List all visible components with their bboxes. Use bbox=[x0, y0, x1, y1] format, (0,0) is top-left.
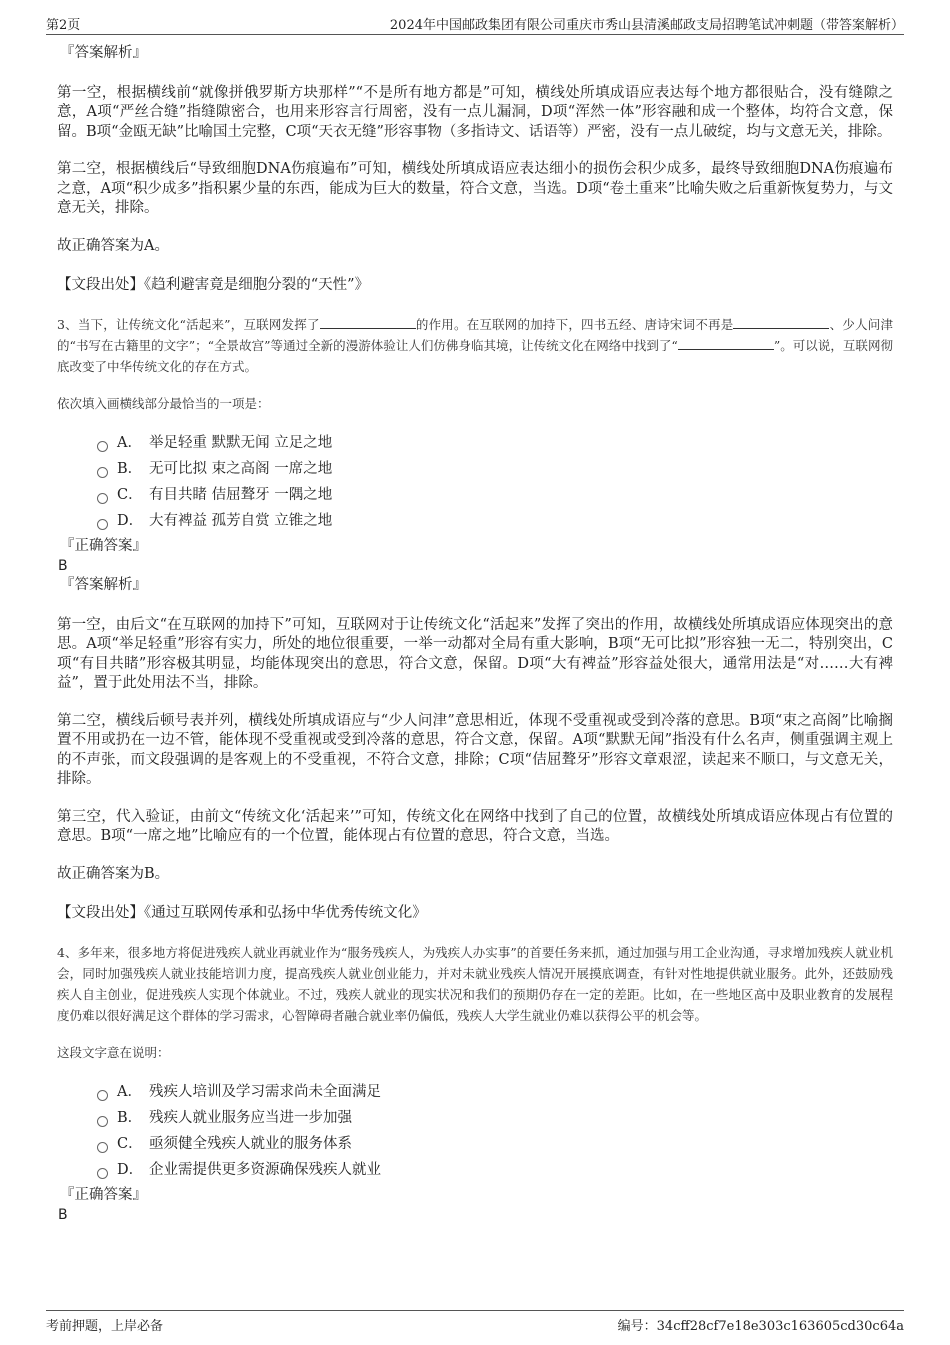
option-d[interactable]: D． 大有裨益 孤芳自赏 立锥之地 bbox=[97, 509, 893, 535]
option-c[interactable]: C． 亟须健全残疾人就业的服务体系 bbox=[97, 1132, 893, 1158]
page-header bbox=[46, 12, 904, 35]
fill-blank bbox=[733, 316, 829, 329]
conclusion: 故正确答案为B。 bbox=[57, 865, 170, 882]
question-3-prompt: 依次填入画横线部分最恰当的一项是： bbox=[57, 395, 270, 411]
radio-icon[interactable] bbox=[97, 1090, 108, 1101]
radio-icon[interactable] bbox=[97, 1168, 108, 1179]
option-a[interactable]: A． 举足轻重 默默无闻 立足之地 bbox=[97, 431, 893, 457]
question-4-text: 4、多年来，很多地方将促进残疾人就业再就业作为“服务残疾人，为残疾人办实事”的首要任务来抓，通过加强与用工企业沟通，寻求增加残疾人就业机会，同时加强残疾人就业技能培训力度，提高残疾人就业创业能力，并对未就业残疾人情况开展摸底调查，有针对性地提供就业服务。此外，还鼓励残疾人自主创业，促进残疾人实现个体就业。不过，残疾人就业的现实状况和我们的预期仍存在一定的差距。比如，在一些地区高中及职业教育的发展程度仍难以很好满足这个群体的学习需求，心智障碍者融合就业率仍偏低，残疾人大学生就业仍难以获得公平的机会等。 bbox=[57, 944, 893, 1023]
analysis-paragraph: 第一空，根据横线前“就像拼俄罗斯方块那样”“不是所有地方都是”可知，横线处所填成语应表达每个地方都很贴合，没有缝隙之意，A项“严丝合缝”指缝隙密合，也用来形容言行周密，没有一点儿漏洞，D项“浑然一体”形容融和成一个整体，均符合文意，保留。B项“金瓯无缺”比喻国土完整，C项“天衣无缝”形容事物（多指诗文、话语等）严密，没有一点儿破绽，均与文意无关，排除。 bbox=[57, 84, 893, 140]
radio-icon[interactable] bbox=[97, 467, 108, 478]
option-b[interactable]: B． 无可比拟 束之高阁 一席之地 bbox=[97, 457, 893, 483]
fill-blank bbox=[320, 316, 416, 329]
analysis-paragraph: 第二空，横线后顿号表并列，横线处所填成语应与“少人问津”意思相近，体现不受重视或受到冷落的意思。B项“束之高阁”比喻搁置不用或扔在一边不管，能体现不受重视或受到冷落的意思，符合文意，保留。A项“默默无闻”指没有什么名声，侧重强调主观上的不声张，而文段强调的是客观上的不受重视，不符合文意，排除；C项“佶屈聱牙”形容文章艰涩，读起来不顺口，与文意无关，排除。 bbox=[57, 712, 893, 787]
fill-blank bbox=[678, 337, 774, 350]
page-number: 第2页 bbox=[46, 18, 81, 33]
analysis-label: 『答案解析』 bbox=[60, 577, 147, 593]
option-d[interactable]: D． 企业需提供更多资源确保残疾人就业 bbox=[97, 1158, 893, 1184]
option-b[interactable]: B． 残疾人就业服务应当进一步加强 bbox=[97, 1106, 893, 1132]
radio-icon[interactable] bbox=[97, 519, 108, 530]
analysis-paragraph: 第一空，由后文“在互联网的加持下”可知，互联网对于让传统文化“活起来”发挥了突出的作用，故横线处所填成语应体现突出的意思。A项“举足轻重”形容有实力，所处的地位很重要，一举一动都对全局有重大影响，B项“无可比拟”形容独一无二，特别突出，C项“有目共睹”形容极其明显，均能体现突出的意思，符合文意，保留。D项“大有裨益”形容益处很大，通常用法是“对……大有裨益”，置于此处用法不当，排除。 bbox=[57, 616, 893, 691]
document-title: 2024年中国邮政集团有限公司重庆市秀山县清溪邮政支局招聘笔试冲刺题（带答案解析） bbox=[389, 18, 904, 33]
correct-answer-label: 『正确答案』 bbox=[60, 1187, 147, 1203]
question-3-text: 3、当下，让传统文化“活起来”，互联网发挥了 的作用。在互联网的加持下，四书五经、唐诗宋词不再是 、少人问津的“书写在古籍里的文字”；“全景故宫”等通过全新的漫游体验让人们仿佛身临其境，让传统文化在网络中找到了“ ”。可以说，互联网彻底改变了中华传统文化的存在方式。 bbox=[57, 316, 893, 374]
question-4-prompt: 这段文字意在说明： bbox=[57, 1044, 170, 1060]
footer-slogan: 考前押题，上岸必备 bbox=[46, 1319, 164, 1334]
analysis-paragraph: 第三空，代入验证，由前文“传统文化‘活起来’”可知，传统文化在网络中找到了自己的位置，故横线处所填成语应体现占有位置的意思。B项“一席之地”比喻应有的一个位置，能体现占有位置的意思，符合文意，当选。 bbox=[57, 808, 893, 844]
radio-icon[interactable] bbox=[97, 493, 108, 504]
document-body bbox=[57, 44, 893, 1225]
analysis-label: 『答案解析』 bbox=[60, 45, 147, 61]
analysis-paragraph: 第二空，根据横线后“导致细胞DNA伤痕遍布”可知，横线处所填成语应表达细小的损伤会积少成多，最终导致细胞DNA伤痕遍布之意，A项“积少成多”指积累少量的东西，能成为巨大的数量，符合文意，当选。D项“卷土重来”比喻失败之后重新恢复势力，与文意无关，排除。 bbox=[57, 161, 893, 216]
question-4-options bbox=[97, 1080, 893, 1184]
option-a[interactable]: A． 残疾人培训及学习需求尚未全面满足 bbox=[97, 1080, 893, 1106]
correct-answer-label: 『正确答案』 bbox=[60, 538, 147, 554]
radio-icon[interactable] bbox=[97, 1116, 108, 1127]
document-id: 编号：34cff28cf7e18e303c163605cd30c64a bbox=[617, 1319, 904, 1334]
page-footer bbox=[46, 1310, 904, 1334]
correct-answer: B bbox=[58, 1206, 68, 1223]
source-citation: 【文段出处】《趋利避害竟是细胞分裂的“天性”》 bbox=[57, 277, 370, 293]
question-3-options bbox=[97, 431, 893, 535]
source-citation: 【文段出处】《通过互联网传承和弘扬中华优秀传统文化》 bbox=[57, 905, 427, 921]
option-c[interactable]: C． 有目共睹 佶屈聱牙 一隅之地 bbox=[97, 483, 893, 509]
radio-icon[interactable] bbox=[97, 1142, 108, 1153]
conclusion: 故正确答案为A。 bbox=[57, 237, 169, 254]
radio-icon[interactable] bbox=[97, 441, 108, 452]
correct-answer: B bbox=[58, 557, 68, 574]
